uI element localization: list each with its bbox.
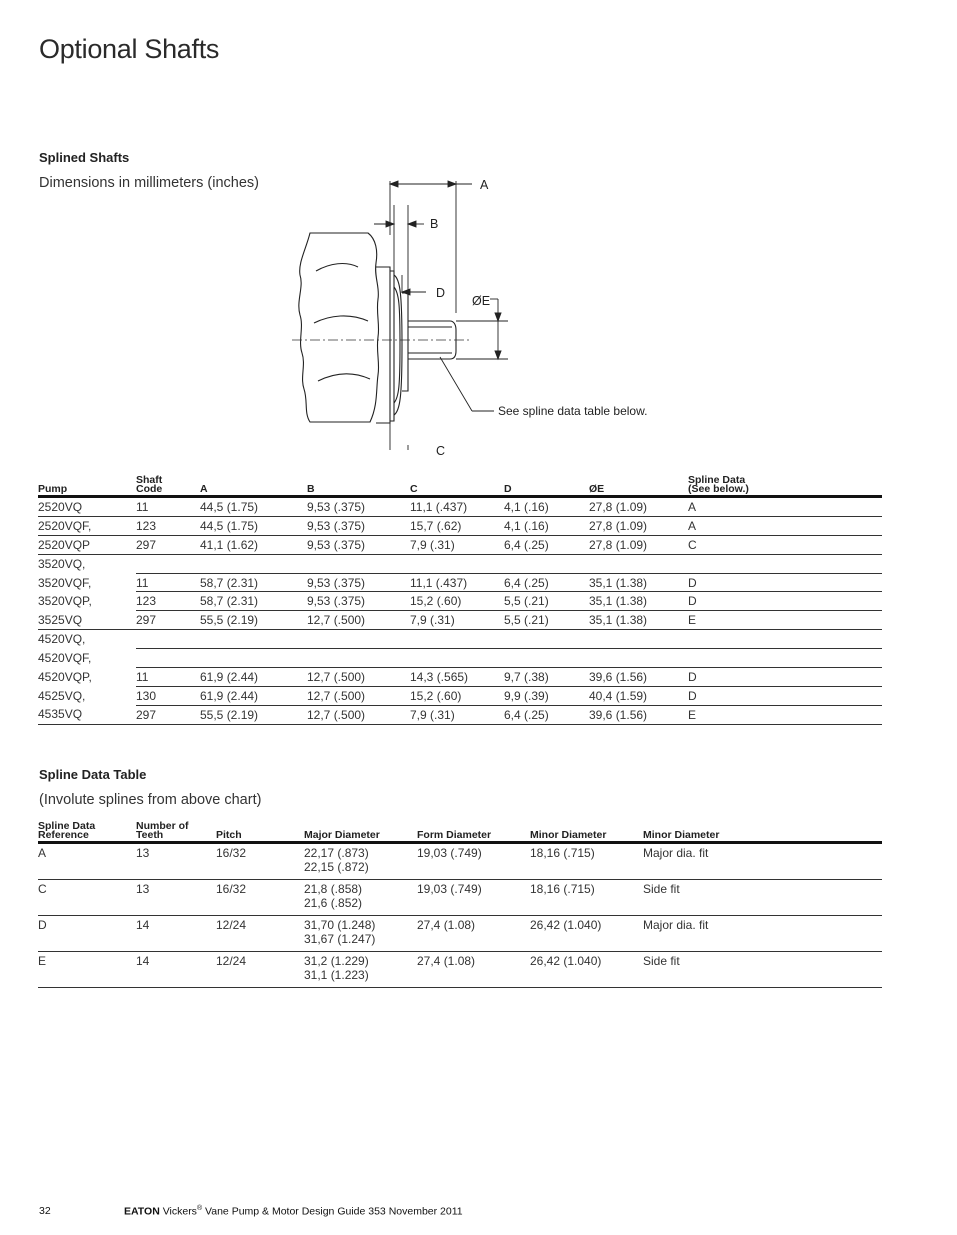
table-row: [38, 686, 882, 705]
cell-d: 6,4 (.25): [504, 535, 589, 554]
footer-brand: EATON: [124, 1205, 160, 1218]
cell-shaft-code: 11: [136, 668, 200, 687]
table-row: [38, 880, 882, 916]
table-row: [38, 611, 882, 630]
spline-callout: See spline data table below.: [498, 404, 648, 418]
cell-b: 9,53 (.375): [307, 497, 410, 517]
cell-pitch: 12/24: [216, 916, 304, 952]
cell-c: 11,1 (.437): [410, 497, 504, 517]
cell-c: 14,3 (.565): [410, 668, 504, 687]
cell-ref: D: [38, 916, 136, 952]
table-row: [38, 630, 882, 649]
cell-spline: C: [688, 535, 882, 554]
cell-pitch: 16/32: [216, 880, 304, 916]
cell-pump: 4520VQP,: [38, 669, 92, 684]
cell-major: 22,17 (.873) 22,15 (.872): [304, 843, 417, 880]
col-header-teeth: Number of Teeth: [136, 822, 216, 843]
cell-e: 27,8 (1.09): [589, 516, 688, 535]
cell-spline: A: [688, 516, 882, 535]
cell-c: 7,9 (.31): [410, 611, 504, 630]
footer-text: [124, 1205, 463, 1218]
cell-shaft-code: 297: [136, 535, 200, 554]
dim-label-c: C: [436, 444, 446, 458]
cell-fit: Major dia. fit: [643, 916, 882, 952]
cell-spline: D: [688, 573, 882, 592]
cell-a: 44,5 (1.75): [200, 516, 307, 535]
dim-label-d: D: [436, 286, 446, 300]
cell-e: 35,1 (1.38): [589, 573, 688, 592]
cell-shaft-code: 11: [136, 497, 200, 517]
cell-b: 12,7 (.500): [307, 705, 410, 724]
cell-spline: E: [688, 705, 882, 724]
cell-d: 6,4 (.25): [504, 705, 589, 724]
cell-minor: 26,42 (1.040): [530, 916, 643, 952]
cell-shaft-code: 297: [136, 705, 200, 724]
cell-teeth: 14: [136, 916, 216, 952]
table-row: [38, 916, 882, 952]
cell-shaft-code: 297: [136, 611, 200, 630]
shaft-diagram: [290, 175, 660, 458]
cell-major: 31,2 (1.229) 31,1 (1.223): [304, 952, 417, 988]
footer-guide: Vane Pump & Motor Design Guide 353 November 2011: [205, 1205, 463, 1218]
cell-shaft-code: 11: [136, 573, 200, 592]
cell-shaft-code: 130: [136, 686, 200, 705]
cell-minor: 18,16 (.715): [530, 880, 643, 916]
cell-fit: Side fit: [643, 952, 882, 988]
cell-ref: E: [38, 952, 136, 988]
cell-d: 5,5 (.21): [504, 611, 589, 630]
col-header-b: B: [307, 476, 410, 497]
cell-ref: A: [38, 843, 136, 880]
cell-a: 61,9 (2.44): [200, 668, 307, 687]
cell-d: 5,5 (.21): [504, 592, 589, 611]
cell-c: 7,9 (.31): [410, 535, 504, 554]
cell-spline: D: [688, 668, 882, 687]
cell-c: 15,2 (.60): [410, 686, 504, 705]
cell-a: 41,1 (1.62): [200, 535, 307, 554]
cell-pump: 4520VQF,: [38, 651, 92, 666]
cell-c: 11,1 (.437): [410, 573, 504, 592]
page-number: 32: [39, 1205, 51, 1217]
col-header-d: D: [504, 476, 589, 497]
cell-d: 9,9 (.39): [504, 686, 589, 705]
cell-d: 9,7 (.38): [504, 668, 589, 687]
dim-label-a: A: [480, 178, 489, 192]
dim-label-b: B: [430, 217, 439, 231]
cell-major: 21,8 (.858) 21,6 (.852): [304, 880, 417, 916]
cell-b: 9,53 (.375): [307, 516, 410, 535]
cell-spline: A: [688, 497, 882, 517]
cell-pump: 3520VQP,: [38, 594, 92, 609]
splined-shafts-heading: Splined Shafts: [39, 150, 130, 165]
cell-spline: D: [688, 592, 882, 611]
cell-c: 15,7 (.62): [410, 516, 504, 535]
cell-spline: E: [688, 611, 882, 630]
table-row: [38, 668, 882, 687]
cell-e: 39,6 (1.56): [589, 668, 688, 687]
col-header-pump: Pump: [38, 476, 136, 497]
footer-reg: ®: [196, 1205, 203, 1212]
col-header-c: C: [410, 476, 504, 497]
cell-pump: 2520VQF,: [38, 516, 136, 535]
cell-e: 39,6 (1.56): [589, 705, 688, 724]
cell-pump: 4520VQ,: [38, 632, 86, 647]
table-row: [38, 592, 882, 611]
cell-d: 4,1 (.16): [504, 516, 589, 535]
cell-d: 4,1 (.16): [504, 497, 589, 517]
cell-fit: Side fit: [643, 880, 882, 916]
col-header-pitch: Pitch: [216, 822, 304, 843]
cell-pitch: 12/24: [216, 952, 304, 988]
cell-fit: Major dia. fit: [643, 843, 882, 880]
table-row: [38, 705, 882, 724]
table-header-row: [38, 476, 882, 497]
cell-spline: D: [688, 686, 882, 705]
cell-e: 27,8 (1.09): [589, 535, 688, 554]
col-header-major-diameter: Major Diameter: [304, 822, 417, 843]
table-row: [38, 952, 882, 988]
cell-d: 6,4 (.25): [504, 573, 589, 592]
cell-teeth: 13: [136, 843, 216, 880]
table-row: [38, 649, 882, 668]
cell-shaft-code: 123: [136, 592, 200, 611]
cell-c: 7,9 (.31): [410, 705, 504, 724]
cell-form: 19,03 (.749): [417, 843, 530, 880]
table-row: [38, 573, 882, 592]
cell-form: 27,4 (1.08): [417, 916, 530, 952]
cell-e: 35,1 (1.38): [589, 611, 688, 630]
cell-pump: 2520VQP: [38, 535, 136, 554]
cell-pump: 4525VQ,: [38, 688, 86, 703]
table-row: [38, 554, 882, 573]
spline-table-heading: Spline Data Table: [39, 767, 147, 782]
cell-shaft-code: 123: [136, 516, 200, 535]
cell-form: 27,4 (1.08): [417, 952, 530, 988]
pump-dimensions-table: [38, 476, 882, 725]
col-header-spline-ref: Spline Data Reference: [38, 822, 136, 843]
cell-e: 35,1 (1.38): [589, 592, 688, 611]
cell-pump: 3520VQ,: [38, 556, 86, 571]
cell-b: 12,7 (.500): [307, 668, 410, 687]
page-title: Optional Shafts: [39, 34, 220, 64]
cell-a: 44,5 (1.75): [200, 497, 307, 517]
cell-b: 12,7 (.500): [307, 686, 410, 705]
cell-pump: 4535VQ: [38, 705, 136, 724]
col-header-e: ØE: [589, 476, 688, 497]
spline-table-subtitle: (Involute splines from above chart): [39, 792, 262, 808]
table-row: [38, 535, 882, 554]
cell-ref: C: [38, 880, 136, 916]
cell-a: 55,5 (2.19): [200, 611, 307, 630]
col-header-form-diameter: Form Diameter: [417, 822, 530, 843]
cell-teeth: 13: [136, 880, 216, 916]
table-header-row: [38, 822, 882, 843]
pump-body-outline: [299, 233, 456, 423]
cell-pump: 3525VQ: [38, 611, 136, 630]
splined-shafts-subtitle: Dimensions in millimeters (inches): [39, 175, 259, 191]
cell-minor: 26,42 (1.040): [530, 952, 643, 988]
cell-minor: 18,16 (.715): [530, 843, 643, 880]
cell-major: 31,70 (1.248) 31,67 (1.247): [304, 916, 417, 952]
col-header-shaft-code: Shaft Code: [136, 476, 200, 497]
col-header-fit: Minor Diameter: [643, 822, 882, 843]
cell-e: 40,4 (1.59): [589, 686, 688, 705]
table-row: [38, 516, 882, 535]
cell-pump: 2520VQ: [38, 497, 136, 517]
col-header-spline: Spline Data (See below.): [688, 476, 882, 497]
cell-e: 27,8 (1.09): [589, 497, 688, 517]
dim-label-e: ØE: [472, 294, 491, 308]
table-row: [38, 843, 882, 880]
cell-c: 15,2 (.60): [410, 592, 504, 611]
cell-b: 12,7 (.500): [307, 611, 410, 630]
cell-teeth: 14: [136, 952, 216, 988]
cell-a: 58,7 (2.31): [200, 592, 307, 611]
cell-pitch: 16/32: [216, 843, 304, 880]
col-header-minor-diameter: Minor Diameter: [530, 822, 643, 843]
cell-a: 61,9 (2.44): [200, 686, 307, 705]
table-row: [38, 497, 882, 517]
cell-b: 9,53 (.375): [307, 535, 410, 554]
cell-b: 9,53 (.375): [307, 573, 410, 592]
cell-a: 58,7 (2.31): [200, 573, 307, 592]
footer-product: Vickers: [162, 1205, 197, 1218]
cell-form: 19,03 (.749): [417, 880, 530, 916]
cell-a: 55,5 (2.19): [200, 705, 307, 724]
cell-b: 9,53 (.375): [307, 592, 410, 611]
cell-pump: 3520VQF,: [38, 575, 92, 590]
col-header-a: A: [200, 476, 307, 497]
spline-data-table: [38, 822, 882, 988]
